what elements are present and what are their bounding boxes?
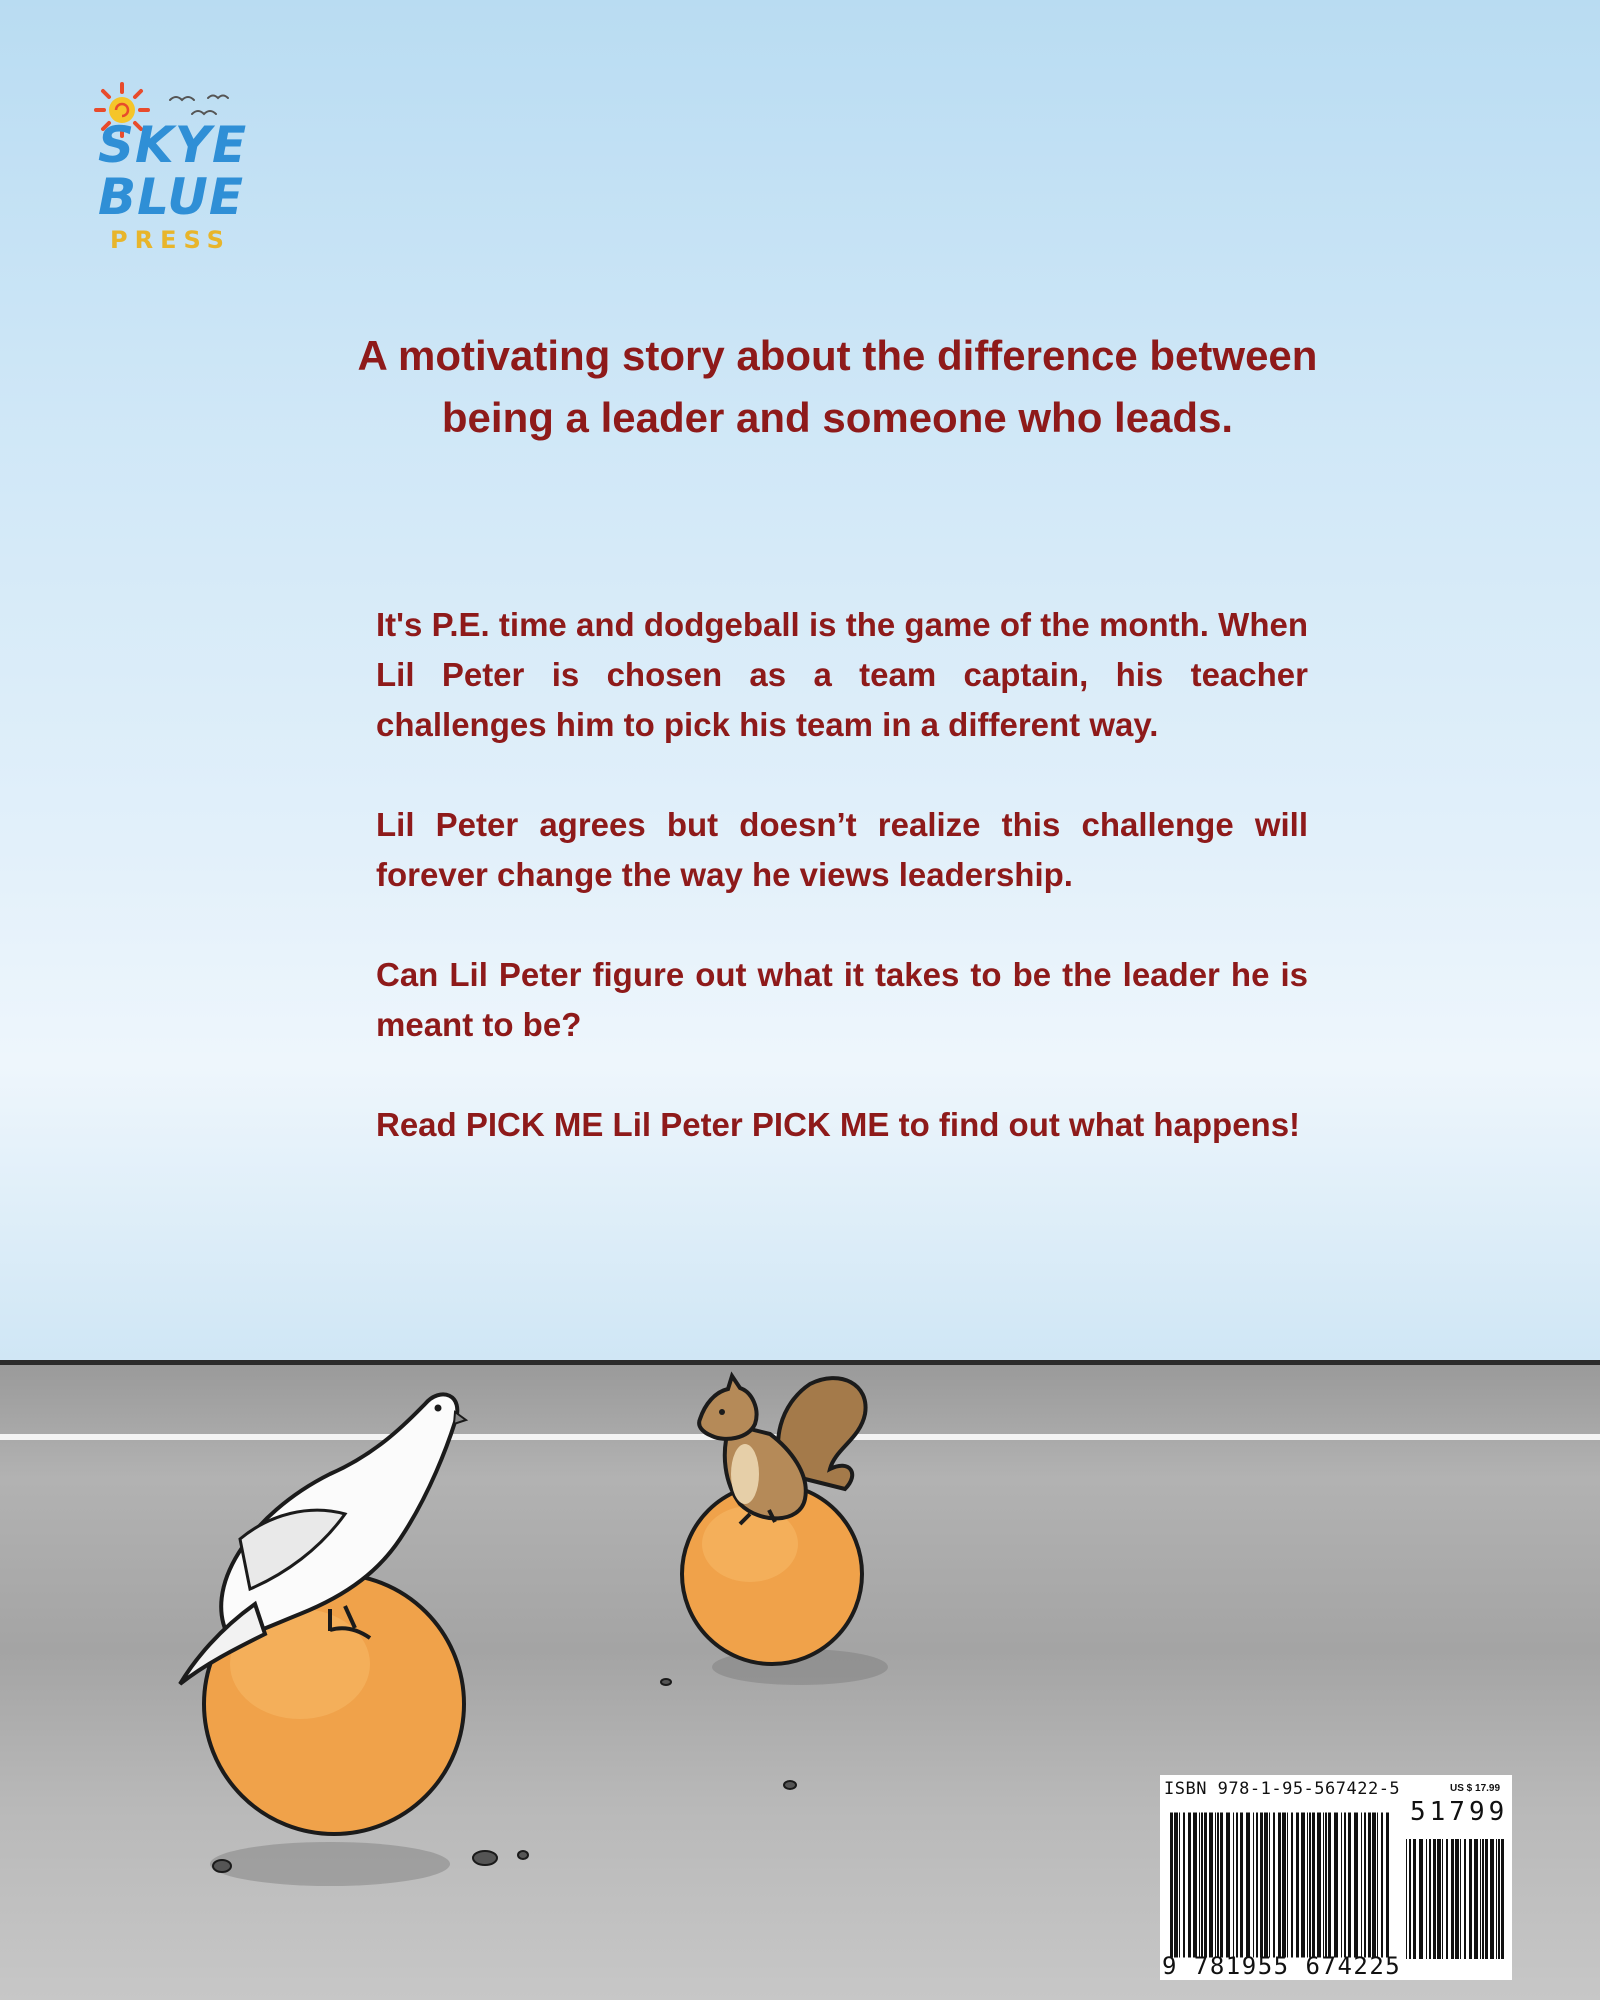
isbn-barcode [1160, 1775, 1512, 1980]
barcode-bar [1204, 1813, 1207, 1958]
logo-word-skye: SKYE [98, 116, 248, 174]
barcode-bar [1409, 1839, 1411, 1959]
barcode-bar [1309, 1813, 1311, 1958]
barcode-bar [1291, 1813, 1293, 1958]
isbn-digits: 9 781955 674225 [1162, 1952, 1402, 1980]
price-label: US $ 17.99 [1450, 1783, 1501, 1794]
barcode-bar [1256, 1813, 1258, 1958]
barcode-bar [1209, 1813, 1213, 1958]
barcode-bar [1174, 1813, 1178, 1958]
barcode-bar [1170, 1813, 1173, 1958]
barcode-bar [1317, 1813, 1321, 1958]
barcode-bar [1334, 1813, 1338, 1958]
barcode-bar [1273, 1813, 1275, 1958]
barcode-bar [1368, 1813, 1371, 1958]
barcode-bars [1170, 1805, 1392, 1965]
barcode-bar [1240, 1813, 1243, 1958]
isbn-label: ISBN 978-1-95-567422-5 [1164, 1779, 1401, 1799]
barcode-bar [1278, 1813, 1281, 1958]
blurb-paragraph: Can Lil Peter figure out what it takes to be the leader he is meant to be? [376, 956, 1308, 1043]
back-cover-blurb [376, 600, 1308, 1200]
barcode-bar [1287, 1813, 1288, 1958]
barcode-bar [1455, 1839, 1459, 1959]
barcode-bar [1485, 1839, 1488, 1959]
barcode-bar [1253, 1813, 1254, 1958]
barcode-bar [1354, 1813, 1358, 1958]
barcode-bar [1215, 1813, 1216, 1958]
barcode-bar [1451, 1839, 1454, 1959]
barcode-bar [1183, 1813, 1185, 1958]
tagline [260, 325, 1415, 449]
barcode-bar [1426, 1839, 1427, 1959]
barcode-bar [1188, 1813, 1191, 1958]
barcode-bar [1341, 1813, 1342, 1958]
barcode-bar [1364, 1813, 1366, 1958]
barcode-bar [1328, 1813, 1331, 1958]
barcode-bar [1460, 1839, 1461, 1959]
barcode-bar [1406, 1839, 1407, 1959]
barcode-bar [1217, 1813, 1219, 1958]
barcode-bar [1348, 1813, 1351, 1958]
barcode-bar [1301, 1813, 1305, 1958]
barcode-bar [1482, 1839, 1484, 1959]
barcode-bar [1433, 1839, 1436, 1959]
barcode-bar [1419, 1839, 1423, 1959]
publisher-logo [92, 80, 272, 260]
barcode-bar [1498, 1839, 1500, 1959]
blurb-paragraph: Read PICK ME Lil Peter PICK ME to find out what happens! [376, 1106, 1301, 1143]
price-code: 51799 [1410, 1797, 1509, 1827]
barcode-bar [1307, 1813, 1308, 1958]
barcode-bar [1361, 1813, 1362, 1958]
barcode-bar [1226, 1813, 1230, 1958]
barcode-bar [1199, 1813, 1200, 1958]
barcode-bar [1496, 1839, 1497, 1959]
barcode-bar [1437, 1839, 1441, 1959]
barcode-bar [1269, 1813, 1270, 1958]
barcode-bar [1474, 1839, 1478, 1959]
barcode-bar [1429, 1839, 1431, 1959]
barcode-bar [1386, 1813, 1389, 1958]
barcode-bar [1469, 1839, 1472, 1959]
barcode-bar [1413, 1839, 1416, 1959]
barcode-bar [1381, 1813, 1383, 1958]
logo-word-press: PRESS [110, 226, 231, 254]
blurb-paragraph: Lil Peter agrees but doesn’t realize this challenge will forever change the way he views leadership. [376, 806, 1308, 893]
barcode-bar [1193, 1813, 1197, 1958]
barcode-bar [1480, 1839, 1481, 1959]
blurb-paragraph: It's P.E. time and dodgeball is the game of the month. When Lil Peter is chosen as a team captain, his teacher challenges him to pick his team in a different way. [376, 606, 1308, 743]
barcode-bar [1325, 1813, 1327, 1958]
ball-shadow [210, 1842, 450, 1886]
barcode-bar [1201, 1813, 1203, 1958]
barcode-bar [1179, 1813, 1180, 1958]
barcode-bar [1260, 1813, 1263, 1958]
barcode-bar [1264, 1813, 1268, 1958]
barcode-bar [1372, 1813, 1376, 1958]
barcode-bar [1501, 1839, 1504, 1959]
barcode-addon-bars [1406, 1829, 1506, 1969]
logo-word-blue: BLUE [98, 168, 244, 226]
barcode-bar [1442, 1839, 1443, 1959]
barcode-bar [1282, 1813, 1286, 1958]
barcode-bar [1464, 1839, 1466, 1959]
barcode-bar [1220, 1813, 1223, 1958]
barcode-bar [1233, 1813, 1234, 1958]
barcode-bar [1377, 1813, 1378, 1958]
barcode-bar [1344, 1813, 1346, 1958]
tagline-line-1: A motivating story about the difference between [357, 332, 1318, 379]
tagline-line-2: being a leader and someone who leads. [441, 394, 1234, 441]
barcode-bar [1312, 1813, 1315, 1958]
barcode-bar [1246, 1813, 1250, 1958]
barcode-bar [1323, 1813, 1324, 1958]
barcode-bar [1446, 1839, 1448, 1959]
barcode-bar [1296, 1813, 1299, 1958]
barcode-bar [1490, 1839, 1494, 1959]
barcode-bar [1236, 1813, 1238, 1958]
